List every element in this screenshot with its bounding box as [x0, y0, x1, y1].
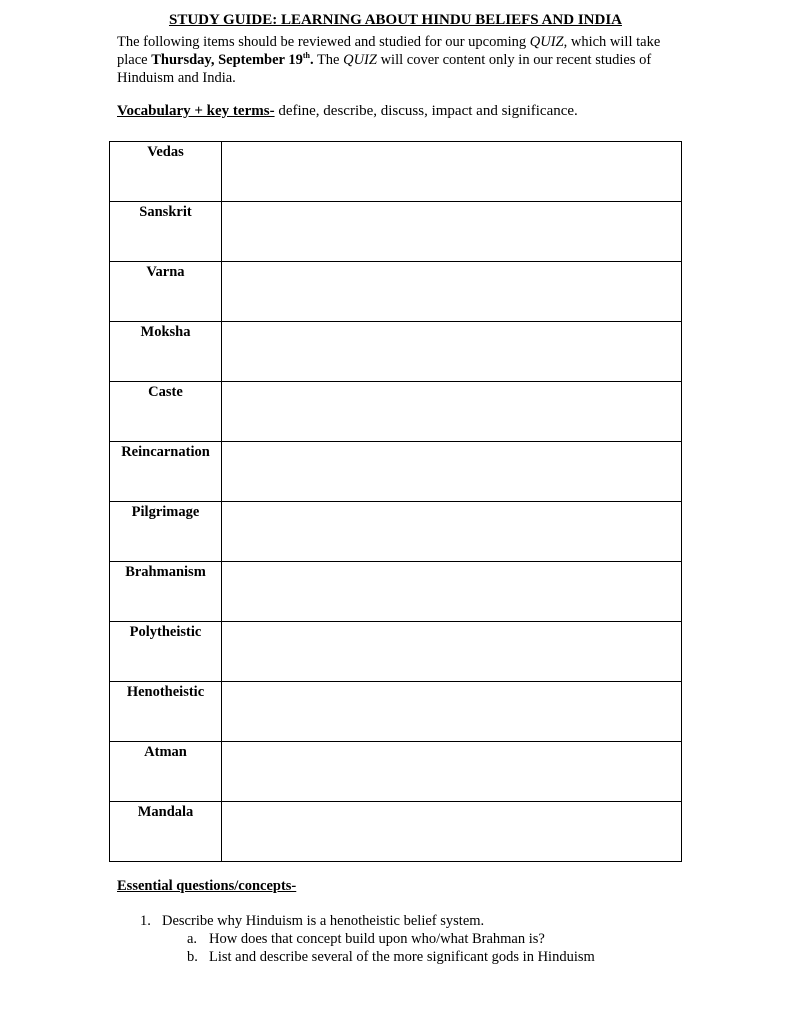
quiz-date	[151, 52, 313, 68]
vocab-term: Vedas	[110, 142, 222, 202]
quiz-word: QUIZ	[529, 34, 564, 50]
vocab-term: Varna	[110, 262, 222, 322]
quiz-date-text: Thursday, September 19	[151, 52, 303, 68]
definition-cell[interactable]	[222, 142, 682, 202]
intro-text-4: will cover content only in our recent studies of Hinduism and India.	[117, 52, 652, 86]
definition-cell[interactable]	[222, 322, 682, 382]
table-row	[110, 562, 682, 622]
vocab-table	[109, 141, 682, 862]
vocab-term: Caste	[110, 382, 222, 442]
definition-cell[interactable]	[222, 382, 682, 442]
vocab-term: Brahmanism	[110, 562, 222, 622]
page-title: STUDY GUIDE: LEARNING ABOUT HINDU BELIEFS AND INDIA	[168, 12, 622, 28]
question-1	[140, 913, 484, 930]
sub-letter: b.	[187, 949, 198, 965]
table-row	[110, 322, 682, 382]
vocab-term: Polytheistic	[110, 622, 222, 682]
table-row	[110, 742, 682, 802]
definition-cell[interactable]	[222, 682, 682, 742]
definition-cell[interactable]	[222, 562, 682, 622]
quiz-word-2: QUIZ	[343, 52, 377, 68]
definition-cell[interactable]	[222, 502, 682, 562]
table-row	[110, 802, 682, 862]
table-row	[110, 442, 682, 502]
vocab-term: Reincarnation	[110, 442, 222, 502]
intro-text-1: The following items should be reviewed and studied for our upcoming	[117, 34, 530, 50]
intro-text-2: , which will take place	[117, 34, 661, 68]
definition-cell[interactable]	[222, 802, 682, 862]
question-1a	[187, 931, 545, 948]
intro-text-3: The	[313, 52, 344, 68]
table-row	[110, 262, 682, 322]
vocab-term: Henotheistic	[110, 682, 222, 742]
question-1b	[187, 949, 595, 966]
sub-letter: a.	[187, 931, 198, 947]
table-row	[110, 622, 682, 682]
vocab-instructions: define, describe, discuss, impact and significance.	[274, 103, 578, 119]
vocab-term: Atman	[110, 742, 222, 802]
quiz-date-end: .	[309, 52, 314, 68]
definition-cell[interactable]	[222, 202, 682, 262]
vocab-heading: Vocabulary + key terms-	[117, 103, 275, 119]
definition-cell[interactable]	[222, 262, 682, 322]
vocab-heading-line	[117, 103, 578, 120]
question-number: 1.	[140, 913, 151, 929]
intro-paragraph	[117, 33, 687, 87]
table-row	[110, 502, 682, 562]
definition-cell[interactable]	[222, 442, 682, 502]
table-row	[110, 142, 682, 202]
quiz-date-suffix: th	[302, 51, 310, 61]
definition-cell[interactable]	[222, 622, 682, 682]
sub-text: List and describe several of the more significant gods in Hinduism	[209, 949, 595, 965]
definition-cell[interactable]	[222, 742, 682, 802]
table-row	[110, 202, 682, 262]
sub-text: How does that concept build upon who/what Brahman is?	[209, 931, 545, 947]
table-row	[110, 382, 682, 442]
vocab-term: Mandala	[110, 802, 222, 862]
essential-heading: Essential questions/concepts-	[117, 878, 297, 894]
question-text: Describe why Hinduism is a henotheistic belief system.	[162, 913, 485, 929]
vocab-term: Sanskrit	[110, 202, 222, 262]
table-row	[110, 682, 682, 742]
vocab-term: Moksha	[110, 322, 222, 382]
vocab-term: Pilgrimage	[110, 502, 222, 562]
